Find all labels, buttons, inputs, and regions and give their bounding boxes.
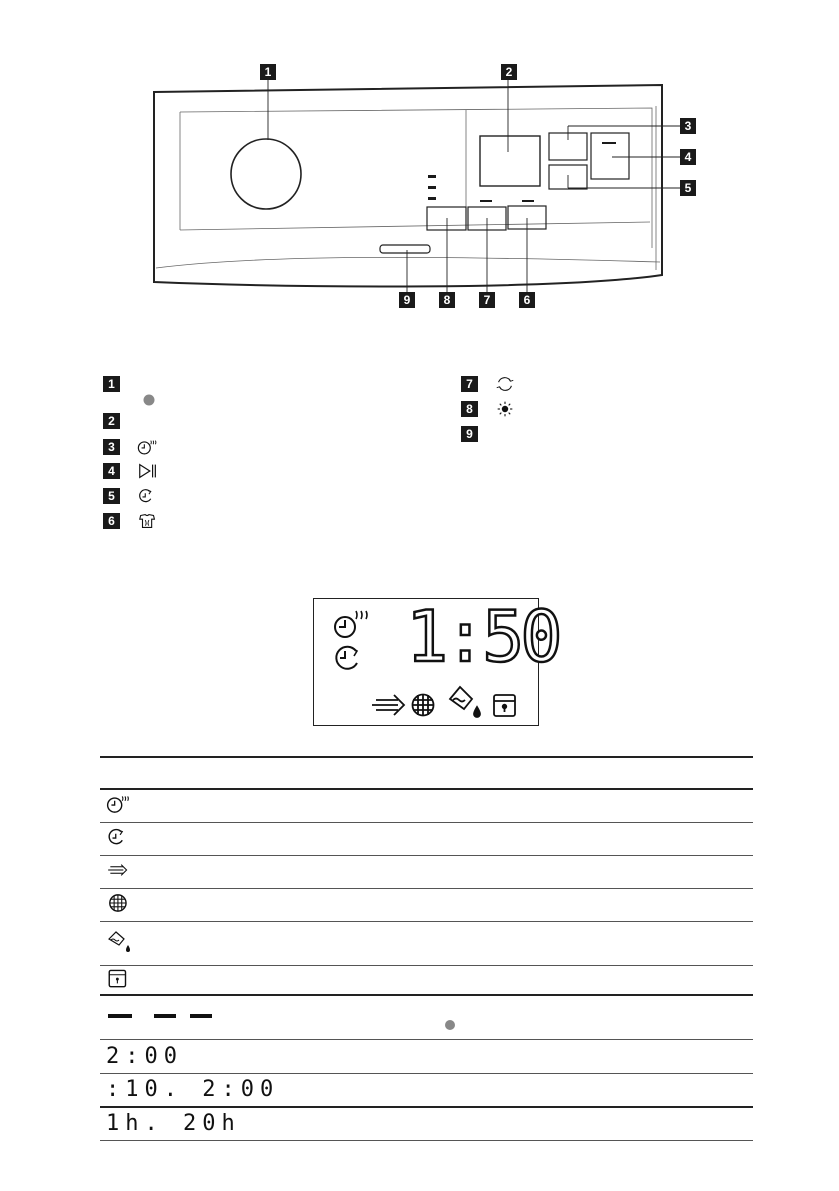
callout-2: 2 <box>501 64 517 80</box>
temperature-sun-icon <box>494 400 516 418</box>
table-row <box>100 995 753 1039</box>
drum-icon <box>106 893 132 913</box>
table-row <box>100 1073 753 1107</box>
lcd-door-lock-icon <box>494 695 515 716</box>
callout-4: 4 <box>680 149 696 165</box>
legend-num-1: 1 <box>103 376 120 392</box>
seg-readout: 1h. 20h <box>106 1111 241 1137</box>
start-pause-icon <box>137 462 159 480</box>
table-row <box>100 855 753 888</box>
legend-num-8: 8 <box>461 401 478 417</box>
extra-rinse-shirt-icon <box>137 512 159 530</box>
lcd-delay-start-icon <box>336 647 357 669</box>
dashes-icon <box>106 1006 226 1026</box>
time-saver-icon <box>106 794 132 814</box>
lcd-wash-phase-icon <box>372 695 404 715</box>
table-row <box>100 921 753 965</box>
legend-num-5: 5 <box>103 488 120 504</box>
callout-8: 8 <box>439 292 455 308</box>
lcd-detergent-icon <box>450 687 480 717</box>
table-header <box>100 757 753 789</box>
indicator-table <box>100 756 753 1141</box>
table-row <box>100 888 753 921</box>
legend-num-9: 9 <box>461 426 478 442</box>
lcd-time-readout: 1:50 <box>406 596 559 678</box>
lcd-drum-icon <box>413 695 434 716</box>
detergent-icon <box>106 931 136 953</box>
lcd-display <box>313 596 559 726</box>
table-row <box>100 1039 753 1073</box>
time-saver-icon <box>137 438 159 456</box>
program-knob-dot-icon <box>142 393 156 407</box>
callout-9: 9 <box>399 292 415 308</box>
callout-7: 7 <box>479 292 495 308</box>
callout-6: 6 <box>519 292 535 308</box>
wash-phase-icon <box>106 860 132 880</box>
seg-readout: :10. 2:00 <box>106 1077 280 1103</box>
table-row <box>100 965 753 995</box>
door-lock-icon <box>106 968 132 988</box>
lcd-time-saver-icon <box>335 611 367 637</box>
delay-start-icon <box>137 487 159 505</box>
seg-readout: 2:00 <box>106 1043 183 1069</box>
legend-num-2: 2 <box>103 413 120 429</box>
callout-1: 1 <box>260 64 276 80</box>
delay-start-icon <box>106 827 132 847</box>
spin-icon <box>494 375 516 393</box>
table-row <box>100 822 753 855</box>
legend-num-6: 6 <box>103 513 120 529</box>
table-row <box>100 789 753 822</box>
legend-num-7: 7 <box>461 376 478 392</box>
callout-3: 3 <box>680 118 696 134</box>
gray-dot-icon <box>444 1019 456 1031</box>
legend-num-3: 3 <box>103 439 120 455</box>
legend-num-4: 4 <box>103 463 120 479</box>
control-panel-diagram <box>0 0 839 320</box>
table-row <box>100 1107 753 1140</box>
callout-5: 5 <box>680 180 696 196</box>
